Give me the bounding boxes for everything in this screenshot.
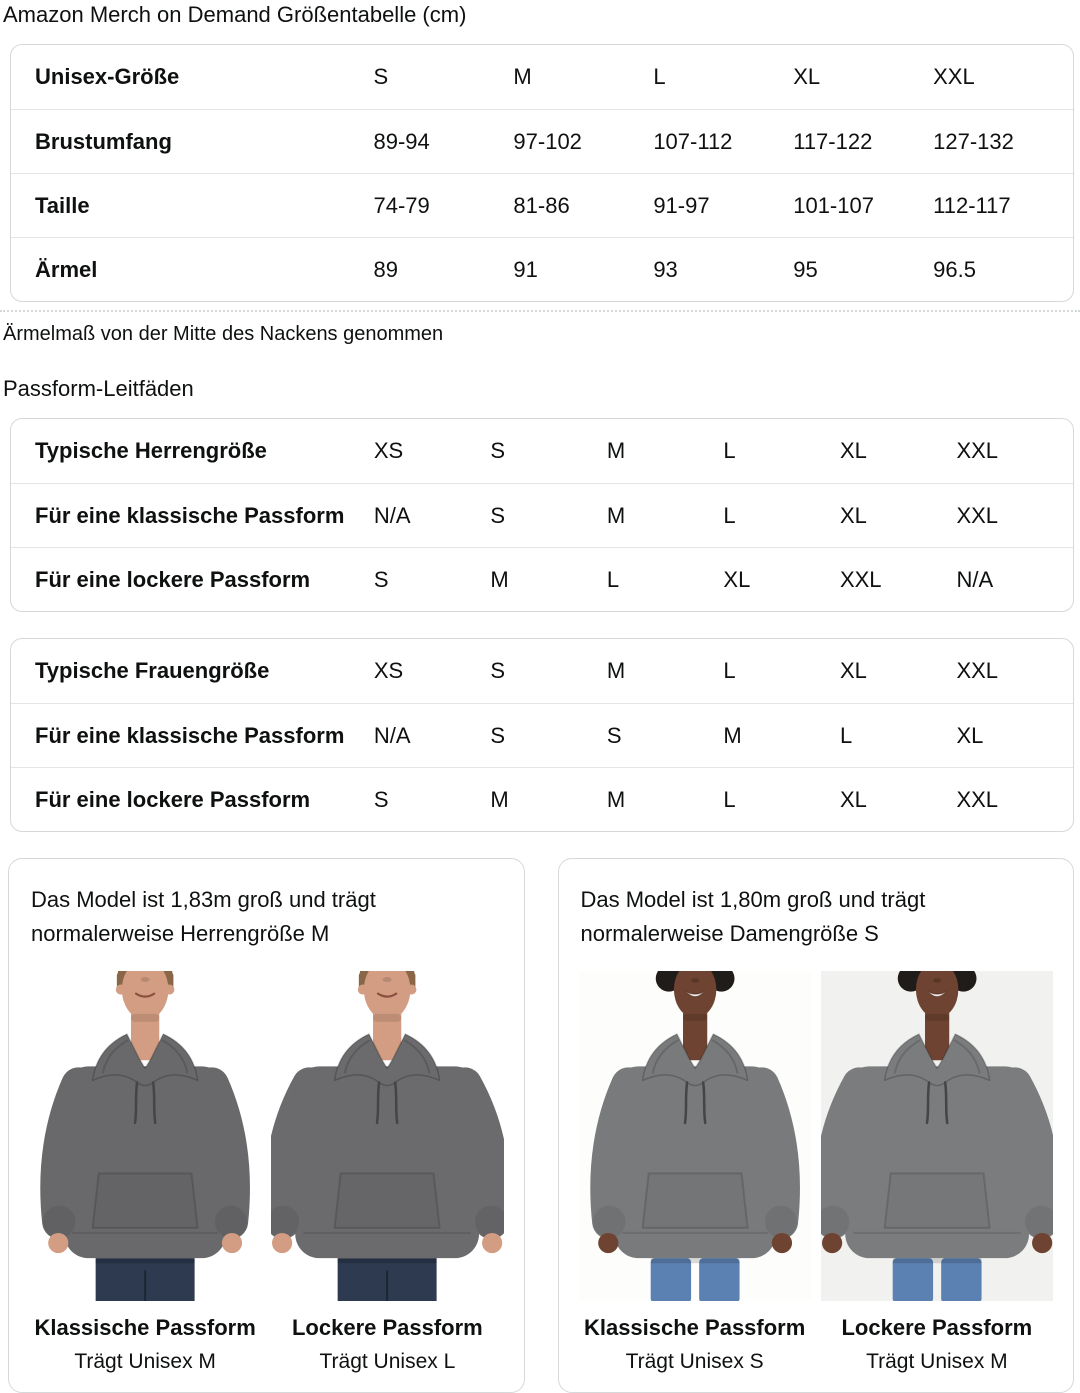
fit-label: Klassische Passform bbox=[34, 1315, 256, 1340]
size-cell: N/A bbox=[373, 722, 411, 748]
size-cell: XL bbox=[839, 502, 867, 528]
measure-cell: 91-97 bbox=[653, 192, 710, 218]
row-label: Unisex-Größe bbox=[35, 64, 180, 89]
size-cell: N/A bbox=[956, 566, 994, 592]
size-cell: XXL bbox=[839, 566, 882, 592]
measure-cell: 117-122 bbox=[793, 128, 873, 154]
measure-cell: 107-112 bbox=[653, 128, 733, 154]
fit-label: Lockere Passform bbox=[841, 1315, 1033, 1340]
measure-cell: 74-79 bbox=[373, 192, 430, 218]
size-cell: L bbox=[839, 722, 853, 748]
womens-fit-table bbox=[10, 638, 1074, 832]
fit-guides-heading: Passform-Leitfäden bbox=[3, 376, 194, 401]
table-row bbox=[11, 109, 1073, 173]
size-cell: XL bbox=[793, 64, 821, 89]
model-photo-loose-fit bbox=[271, 971, 503, 1301]
size-cell: L bbox=[723, 438, 736, 463]
measure-cell: 97-102 bbox=[513, 128, 582, 154]
unisex-size-table bbox=[10, 44, 1074, 302]
size-cell: XL bbox=[839, 438, 867, 463]
model-photo-classic-fit bbox=[29, 971, 261, 1301]
size-worn-label: Trägt Unisex M bbox=[866, 1350, 1008, 1373]
measure-cell: 127-132 bbox=[933, 128, 1014, 154]
table-row bbox=[11, 173, 1073, 237]
hoodie-figure-graphic bbox=[29, 971, 261, 1301]
measure-cell: 96.5 bbox=[933, 256, 976, 282]
dotted-divider bbox=[0, 310, 1080, 312]
photo-captions bbox=[29, 1315, 504, 1374]
size-cell: L bbox=[723, 658, 736, 683]
size-cell: XL bbox=[723, 566, 751, 592]
model-photos bbox=[579, 971, 1054, 1301]
row-label: Taille bbox=[35, 192, 90, 218]
photo-caption bbox=[29, 1315, 261, 1374]
hoodie-figure-graphic bbox=[579, 971, 811, 1301]
photo-caption bbox=[271, 1315, 503, 1374]
size-cell: S bbox=[490, 438, 506, 463]
model-photos bbox=[29, 971, 504, 1301]
measure-cell: 81-86 bbox=[513, 192, 570, 218]
row-label: Ärmel bbox=[35, 256, 98, 282]
mens-model-card bbox=[8, 858, 525, 1393]
page-title: Amazon Merch on Demand Größentabelle (cm) bbox=[3, 2, 467, 27]
measure-cell: 95 bbox=[793, 256, 818, 282]
model-photo-classic-fit bbox=[579, 971, 811, 1301]
model-cards-row bbox=[8, 858, 1074, 1393]
size-cell: S bbox=[606, 722, 622, 748]
row-label: Brustumfang bbox=[35, 128, 172, 154]
hoodie-figure-graphic bbox=[821, 971, 1053, 1301]
size-cell: M bbox=[606, 786, 626, 812]
measure-cell: 112-117 bbox=[933, 192, 1011, 218]
measure-cell: 101-107 bbox=[793, 192, 874, 218]
size-cell: XXL bbox=[933, 64, 975, 89]
size-worn-label: Trägt Unisex L bbox=[319, 1350, 456, 1373]
model-photo-loose-fit bbox=[821, 971, 1053, 1301]
sleeve-measure-note: Ärmelmaß von der Mitte des Nackens genommen bbox=[3, 323, 444, 345]
size-worn-label: Trägt Unisex S bbox=[625, 1350, 764, 1373]
measure-cell: 93 bbox=[653, 256, 678, 282]
size-cell: S bbox=[373, 566, 389, 592]
size-cell: L bbox=[723, 786, 736, 812]
size-cell: XL bbox=[956, 722, 984, 748]
hoodie-figure-graphic bbox=[271, 971, 503, 1301]
size-cell: M bbox=[490, 566, 509, 592]
size-cell: M bbox=[606, 438, 626, 463]
size-cell: S bbox=[490, 502, 506, 528]
size-cell: L bbox=[653, 64, 666, 89]
size-cell: N/A bbox=[373, 502, 411, 528]
table-row bbox=[11, 45, 1073, 109]
fit-label: Klassische Passform bbox=[583, 1315, 806, 1340]
size-cell: XL bbox=[839, 658, 867, 683]
size-cell: XS bbox=[373, 658, 404, 683]
size-cell: XXL bbox=[956, 502, 999, 528]
size-cell: S bbox=[490, 722, 506, 748]
row-label: Für eine lockere Passform bbox=[35, 566, 311, 592]
size-cell: M bbox=[723, 722, 742, 748]
measure-cell: 89-94 bbox=[373, 128, 430, 154]
photo-caption bbox=[579, 1315, 811, 1374]
size-cell: XS bbox=[373, 438, 404, 463]
photo-caption bbox=[821, 1315, 1053, 1374]
table-row bbox=[11, 767, 1073, 831]
womens-model-card bbox=[558, 858, 1075, 1393]
size-cell: S bbox=[490, 658, 506, 683]
size-cell: XXL bbox=[956, 658, 999, 683]
size-cell: XXL bbox=[956, 786, 999, 812]
size-cell: XXL bbox=[956, 438, 999, 463]
model-description: Das Model ist 1,83m groß und trägt normalerweise Herrengröße M bbox=[31, 887, 376, 946]
row-label: Für eine klassische Passform bbox=[35, 502, 345, 528]
measure-cell: 89 bbox=[373, 256, 398, 282]
size-cell: S bbox=[373, 64, 389, 89]
table-row bbox=[11, 703, 1073, 767]
table-row bbox=[11, 639, 1073, 703]
table-row bbox=[11, 237, 1073, 301]
model-description: Das Model ist 1,80m groß und trägt normalerweise Damengröße S bbox=[580, 887, 926, 946]
size-cell: S bbox=[373, 786, 389, 812]
size-cell: M bbox=[490, 786, 509, 812]
measure-cell: 91 bbox=[513, 256, 538, 282]
row-label: Typische Herrengröße bbox=[35, 438, 267, 463]
size-cell: L bbox=[606, 566, 620, 592]
photo-captions bbox=[579, 1315, 1054, 1374]
size-worn-label: Trägt Unisex M bbox=[74, 1350, 216, 1373]
row-label: Typische Frauengröße bbox=[35, 658, 270, 683]
mens-fit-table bbox=[10, 418, 1074, 612]
size-cell: XL bbox=[839, 786, 867, 812]
size-cell: M bbox=[513, 64, 532, 89]
table-row bbox=[11, 483, 1073, 547]
row-label: Für eine lockere Passform bbox=[35, 786, 311, 812]
table-row bbox=[11, 419, 1073, 483]
fit-label: Lockere Passform bbox=[291, 1315, 483, 1340]
table-row bbox=[11, 547, 1073, 611]
row-label: Für eine klassische Passform bbox=[35, 722, 345, 748]
size-cell: M bbox=[606, 502, 626, 528]
size-cell: L bbox=[723, 502, 736, 528]
size-cell: M bbox=[606, 658, 626, 683]
